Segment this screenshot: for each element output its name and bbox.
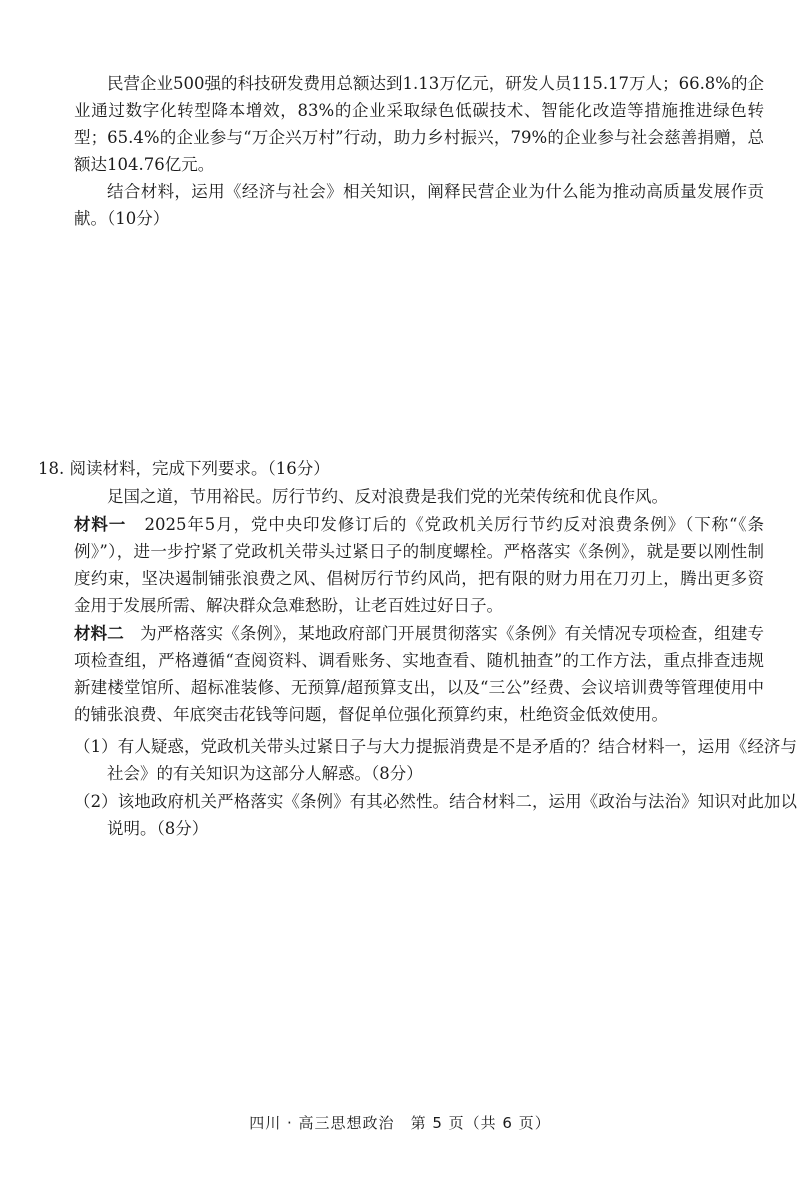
- q18-material-two: [74, 620, 764, 728]
- footer-subject: 四川 · 高三思想政治: [249, 1114, 395, 1132]
- q18-sub-question-1: （1）有人疑惑，党政机关带头过紧日子与大力提振消费是不是矛盾的？结合材料一，运用《经济与社会》的有关知识为这部分人解惑。（8分）: [74, 737, 797, 783]
- material-two-text: 为严格落实《条例》，某地政府部门开展贯彻落实《条例》有关情况专项检查，组建专项检查组，严格遵循“查阅资料、调看账务、实地查看、随机抽查”的工作方法，重点排查违规新建楼堂馆所、超标准装修、无预算/超预算支出，以及“三公”经费、会议培训费等管理使用中的铺张浪费、年底突击花钱等问题，督促单位强化预算约束，杜绝资金低效使用。: [74, 624, 764, 724]
- material-one-text: 2025年5月，党中央印发修订后的《党政机关厉行节约反对浪费条例》（下称“《条例》”），进一步拧紧了党政机关带头过紧日子的制度螺栓。严格落实《条例》，就是要以刚性制度约束，坚决遏制铺张浪费之风、倡树厉行节约风尚，把有限的财力用在刀刃上，腾出更多资金用于发展所需、解决群众急难愁盼，让老百姓过好日子。: [74, 515, 764, 615]
- q18-sub-question-2: （2）该地政府机关严格落实《条例》有其必然性。结合材料二，运用《政治与法治》知识对此加以说明。（8分）: [74, 792, 797, 838]
- material-one-label: 材料一: [74, 515, 127, 534]
- q18-material-one: [74, 511, 764, 619]
- footer-page-number: 第 5 页（共 6 页）: [410, 1114, 551, 1132]
- q17-material-paragraph: 民营企业500强的科技研发费用总额达到1.13万亿元，研发人员115.17万人；66.8%的企业通过数字化转型降本增效，83%的企业采取绿色低碳技术、智能化改造等措施推进绿色转型；65.4%的企业参与“万企兴万村”行动，助力乡村振兴，79%的企业参与社会慈善捐赠，总额达104.76亿元。: [74, 74, 764, 174]
- material-two-label: 材料二: [74, 624, 124, 643]
- page-footer: [0, 1112, 800, 1133]
- q17-question: 结合材料，运用《经济与社会》相关知识，阐释民营企业为什么能为推动高质量发展作贡献。（10分）: [74, 182, 764, 228]
- q18-heading: 18. 阅读材料，完成下列要求。（16分）: [38, 459, 330, 478]
- q18-intro: 足国之道，节用裕民。厉行节约、反对浪费是我们党的光荣传统和优良作风。: [107, 487, 668, 506]
